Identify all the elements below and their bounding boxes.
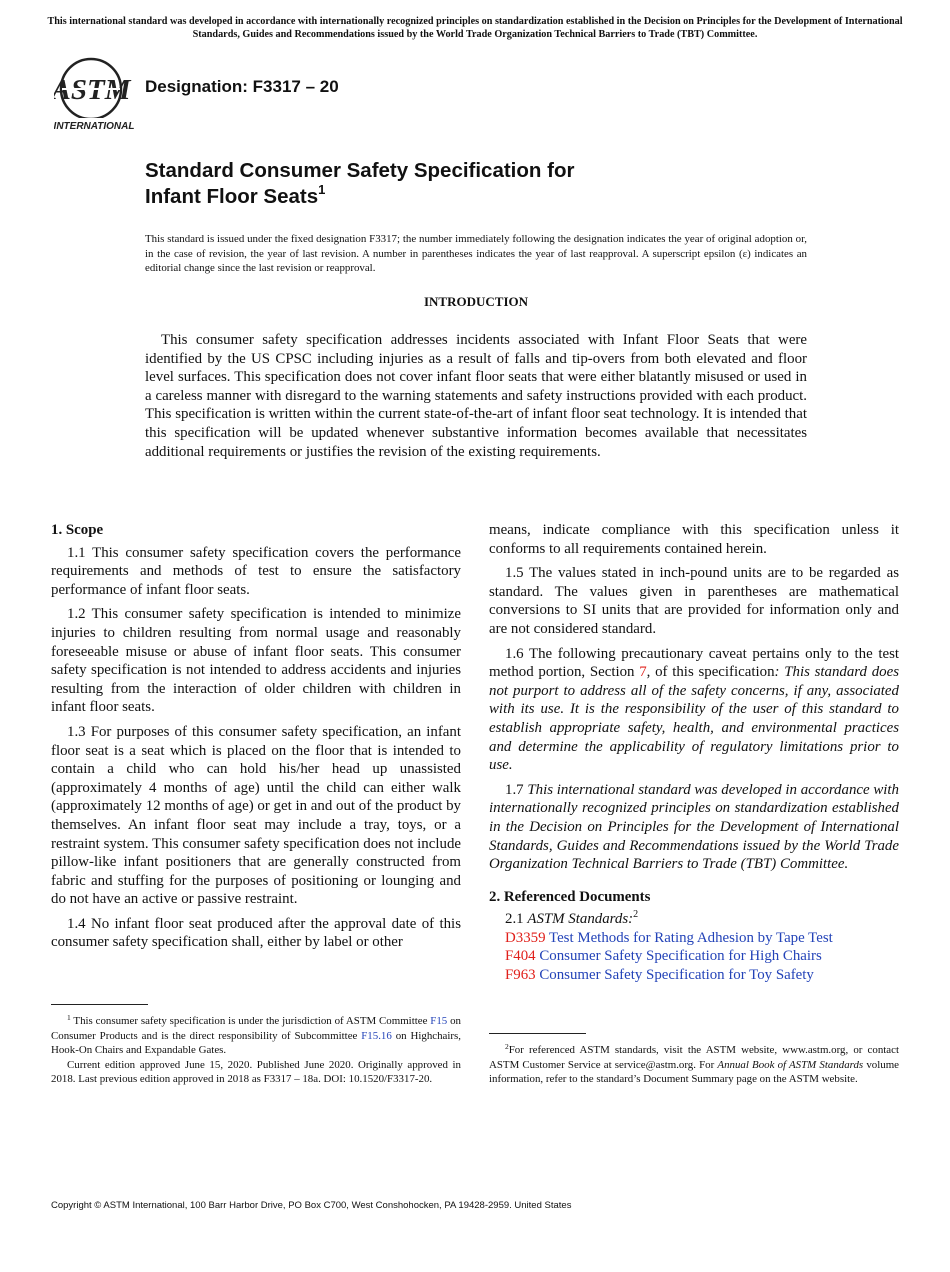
footnote-mark-2: 2 — [633, 909, 639, 921]
left-column — [51, 521, 461, 958]
top-notice: This international standard was developed in accordance with internationally recognized principles on standardization established in the Decision on Principles for the Development of International Standards, Guides and Recommendations issued by the World Trade Organization Technical Barriers to Trade (TBT) Committee. — [47, 16, 903, 40]
logo-word: INTERNATIONAL — [54, 121, 135, 132]
footnote-2-text: For referenced ASTM standards, visit the ASTM website, www.astm.org, or contact ASTM Customer Service at service@astm.org. For — [489, 1044, 899, 1071]
subsection-number: 2.1 — [505, 911, 528, 928]
reference-code-link[interactable]: F963 — [505, 967, 536, 984]
issuance-note: This standard is issued under the fixed designation F3317; the number immediately following the designation indicates the year of original adoption or, in the case of revision, the year of last revision. A number in parentheses indicates the year of last reapproval. A superscript epsilon (ε) indicates an editorial change since the last revision or reapproval. — [145, 233, 807, 274]
footnote-divider — [51, 1004, 148, 1005]
astm-logo — [54, 56, 136, 132]
section-1-3: 1.3 For purposes of this consumer safety specification, an infant floor seat is a seat which is placed on the floor that is intended to contain a child who can hold his/her head up unassisted (approximately 4 months of age) until the child can either walk (approximately 12 months of age) or get in and out of the product by themselves. An infant floor seat may include a tray, toys, or a restraint system. This consumer safety specification does not include pillow-like infant positioners that are generally constructed from fabric and stuffing for the purposes of positioning or lounging and do not have an active or passive restraint. — [51, 723, 461, 908]
section-1-5: 1.5 The values stated in inch-pound units are to be regarded as standard. The values given in parentheses are mathematical conversions to SI units that are provided for information only and are not considered standard. — [489, 565, 899, 637]
reference-code-link[interactable]: F404 — [505, 948, 536, 965]
reference-title-link[interactable]: Test Methods for Rating Adhesion by Tape Test — [549, 929, 833, 946]
referenced-documents-heading: 2. Referenced Documents — [489, 888, 651, 905]
logo-letters: ASTM — [54, 74, 131, 106]
footnote-1-text-c: on Highchairs, Hook-On Chairs and Expandable Gates. — [51, 1029, 461, 1056]
section-1-4-start: 1.4 No infant floor seat produced after the approval date of this consumer safety specification shall, either by label or other — [51, 915, 461, 951]
reference-item — [489, 947, 899, 966]
section-1-4-end: means, indicate compliance with this specification unless it conforms to all requirements contained herein. — [489, 522, 899, 557]
reference-list — [489, 910, 899, 984]
section-1-6-text: 1.6 The following precautionary caveat pertains only to the test method portion, Section — [489, 645, 899, 681]
document-title — [145, 158, 574, 210]
edition-note: Current edition approved June 15, 2020. Published June 2020. Originally approved in 2018. Last previous edition approved in 2018 as F3317 – 18a. DOI: 10.1520/F3317-20. — [51, 1058, 461, 1085]
section-1-1: 1.1 This consumer safety specification covers the performance requirements and methods of test to ensure the satisfactory performance of infant floor seats. — [51, 544, 461, 598]
title-line-2: Infant Floor Seats — [145, 185, 319, 208]
reference-item — [489, 966, 899, 985]
right-column — [489, 521, 899, 985]
section-1-7-text: This international standard was developed in accordance with internationally recognized principles on standardization established in the Decision on Principles for the Development of International Standards, Guides and Recommendations issued by the World Trade Organization Technical Barriers to Trade (TBT) Committee. — [489, 781, 900, 873]
footnote-1-mark: 1 — [67, 1013, 71, 1022]
section-7-link[interactable]: 7 — [639, 664, 647, 681]
title-line-1: Standard Consumer Safety Specification for — [145, 159, 575, 182]
section-1-6-mid: , of this specification — [646, 664, 775, 681]
reference-code-link[interactable]: D3359 — [505, 929, 546, 946]
section-1-7 — [489, 781, 899, 874]
committee-link[interactable]: F15 — [430, 1015, 448, 1027]
reference-title-link[interactable]: Consumer Safety Specification for High Chairs — [539, 948, 822, 965]
footnote-2-mark: 2 — [505, 1042, 509, 1051]
introduction-text: This consumer safety specification addresses incidents associated with Infant Floor Seats that were identified by the US CPSC including injuries as a result of falls and tip-overs from both elevated and floor level surfaces. This specification does not cover infant floor seats that were either blatantly misused or used in a careless manner with disregard to the warning statements and safety instructions provided with each product. This specification is written within the current state-of-the-art of infant floor seat technology. It is intended that this specification will be updated whenever substantive information becomes available that necessitates additional requirements or justifies the revision of the existing requirements. — [145, 332, 807, 460]
section-1-7-num: 1.7 — [505, 781, 528, 798]
section-1-2: 1.2 This consumer safety specification is intended to minimize injuries to children resulting from normal usage and reasonably foreseeable misuse or abuse of infant floor seats. This consumer safety specification is not intended to address accidents and injuries resulting from the interaction of older children with children in infant floor seats. — [51, 606, 461, 716]
footnote-2 — [489, 1043, 899, 1087]
introduction-heading: INTRODUCTION — [423, 294, 528, 309]
footnote-2-text-b: volume information, refer to the standard’s Document Summary page on the ASTM website. — [489, 1058, 899, 1085]
reference-title-link[interactable]: Consumer Safety Specification for Toy Safety — [539, 967, 814, 984]
reference-item — [489, 929, 899, 948]
copyright-notice: Copyright © ASTM International, 100 Barr Harbor Drive, PO Box C700, West Conshohocken, PA 19428-2959. United States — [51, 1200, 572, 1211]
scope-heading: 1. Scope — [51, 522, 104, 538]
footnote-1-text-b: on Consumer Products and is the direct responsibility of Subcommittee — [51, 1015, 461, 1042]
section-1-6 — [489, 645, 899, 775]
subcommittee-link[interactable]: F15.16 — [361, 1029, 392, 1042]
footnote-divider — [489, 1033, 586, 1034]
section-1-6-caveat: : This standard does not purport to address all of the safety concerns, if any, associated with its use. It is the responsibility of the user of this standard to establish appropriate safety, health, and environmental practices and determine the applicability of regulatory limitations prior to use. — [489, 664, 900, 774]
footnote-1 — [51, 1014, 461, 1087]
footnote-1-text: This consumer safety specification is under the jurisdiction of ASTM Committee — [70, 1015, 431, 1027]
title-footnote-mark: 1 — [318, 182, 326, 197]
designation: Designation: F3317 – 20 — [145, 77, 339, 96]
subsection-label: ASTM Standards: — [527, 911, 634, 928]
footnote-2-italic: Annual Book of ASTM Standards — [717, 1058, 864, 1071]
astm-standards-subheading — [489, 910, 899, 929]
